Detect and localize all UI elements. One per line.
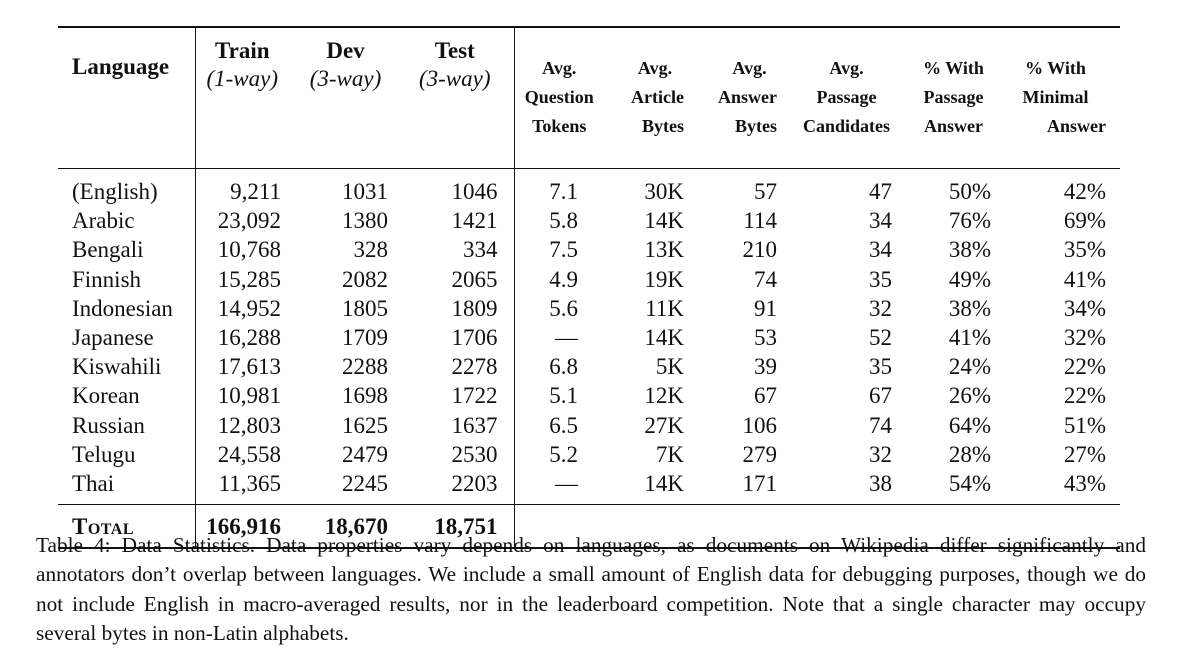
header-line: Minimal [1022, 87, 1089, 107]
cell-avg-article-bytes: 14K [644, 471, 684, 497]
cell-avg-answer-bytes: 67 [754, 383, 777, 409]
table-row [58, 235, 1120, 264]
cell-language: Indonesian [58, 294, 195, 323]
cell-train: 10,981 [217, 383, 281, 409]
cell-pct-passage-answer: 26% [948, 383, 991, 409]
cell-avg-answer-bytes: 74 [754, 266, 777, 292]
table-body [58, 169, 1120, 505]
cell-pct-minimal-answer: 42% [1063, 179, 1106, 204]
header-dev [295, 27, 402, 169]
header-line: Bytes [735, 116, 777, 136]
cell-dev: 1031 [342, 179, 388, 204]
cell-avg-question-tokens: 7.1 [549, 179, 578, 204]
cell-pct-passage-answer: 49% [948, 266, 991, 292]
cell-language: Arabic [58, 206, 195, 235]
header-line: Answer [1047, 116, 1106, 136]
cell-avg-article-bytes: 5K [655, 354, 684, 380]
header-line: Bytes [642, 116, 684, 136]
cell-avg-passage-candidates: 32 [869, 295, 892, 321]
header-train-label: Train [214, 38, 270, 63]
cell-avg-passage-candidates: 35 [869, 354, 892, 380]
cell-pct-passage-answer: 28% [948, 441, 991, 467]
cell-avg-answer-bytes: 106 [742, 412, 777, 438]
cell-language: Finnish [58, 265, 195, 294]
header-line: Answer [924, 116, 983, 136]
cell-pct-minimal-answer: 43% [1063, 471, 1106, 497]
cell-pct-minimal-answer: 22% [1063, 383, 1106, 409]
header-line: Avg. [732, 58, 767, 78]
cell-pct-minimal-answer: 35% [1063, 237, 1106, 263]
table-row [58, 265, 1120, 294]
cell-pct-minimal-answer: 69% [1063, 208, 1106, 234]
cell-avg-passage-candidates: 34 [869, 208, 892, 234]
cell-pct-passage-answer: 24% [948, 354, 991, 380]
cell-dev: 2288 [342, 354, 388, 380]
cell-avg-answer-bytes: 91 [754, 295, 777, 321]
header-test [402, 27, 514, 169]
cell-avg-article-bytes: 14K [644, 208, 684, 234]
table-row [58, 294, 1120, 323]
header-test-way: (3-way) [418, 66, 491, 91]
cell-pct-minimal-answer: 22% [1063, 354, 1106, 380]
cell-avg-passage-candidates: 52 [869, 325, 892, 351]
total-train: 166,916 [206, 513, 281, 539]
cell-test: 1722 [402, 381, 514, 410]
cell-avg-answer-bytes: 171 [742, 471, 777, 497]
cell-dev: 2479 [342, 441, 388, 467]
cell-dev: 1380 [342, 208, 388, 234]
table-row [58, 169, 1120, 207]
header-line: Tokens [532, 116, 587, 136]
cell-avg-passage-candidates: 32 [869, 441, 892, 467]
cell-avg-question-tokens: 5.2 [549, 441, 578, 467]
cell-language: Thai [58, 469, 195, 505]
cell-pct-minimal-answer: 27% [1063, 441, 1106, 467]
header-language: Language [58, 27, 195, 169]
cell-dev: 1709 [342, 325, 388, 351]
total-dev: 18,670 [324, 513, 388, 539]
cell-test: 2530 [402, 440, 514, 469]
table-caption: Table 4: Data Statistics. Data properties vary depends on languages, as documents on Wikipedia differ significantly and annotators don’t overlap between languages. We include a small amount of English data for debugging purposes, though we do not include English in macro-averaged results, nor in the leaderboard competition. Note that a single character may occupy several bytes in non-Latin alphabets. [36, 533, 1146, 646]
cell-language: Bengali [58, 235, 195, 264]
cell-language: Telugu [58, 440, 195, 469]
header-line: Avg. [829, 58, 864, 78]
header-line: Candidates [802, 116, 891, 136]
cell-avg-question-tokens: 6.8 [549, 354, 578, 380]
cell-avg-question-tokens: 5.1 [549, 383, 578, 409]
cell-pct-passage-answer: 50% [948, 179, 991, 204]
header-line: Answer [718, 87, 777, 107]
header-dev-way: (3-way) [309, 66, 382, 91]
cell-avg-question-tokens: 7.5 [549, 237, 578, 263]
cell-language: Kiswahili [58, 352, 195, 381]
cell-avg-passage-candidates: 67 [869, 383, 892, 409]
cell-language: Korean [58, 381, 195, 410]
cell-pct-minimal-answer: 41% [1063, 266, 1106, 292]
cell-avg-passage-candidates: 38 [869, 471, 892, 497]
header-line: Passage [816, 87, 877, 107]
cell-avg-passage-candidates: 35 [869, 266, 892, 292]
cell-avg-article-bytes: 27K [644, 412, 684, 438]
cell-test: 1706 [402, 323, 514, 352]
cell-pct-minimal-answer: 32% [1063, 325, 1106, 351]
cell-pct-passage-answer: 54% [948, 471, 991, 497]
header-line: % With [1025, 58, 1086, 78]
header-line: Article [631, 87, 684, 107]
header-line: Question [524, 87, 594, 107]
total-label: Total [58, 505, 195, 549]
cell-language: Russian [58, 411, 195, 440]
cell-test: 2065 [402, 265, 514, 294]
cell-pct-minimal-answer: 51% [1063, 412, 1106, 438]
header-avg-question-tokens [514, 27, 608, 169]
cell-avg-question-tokens: 5.8 [549, 208, 578, 234]
header-avg-passage-candidates [791, 27, 906, 169]
cell-avg-answer-bytes: 39 [754, 354, 777, 380]
cell-dev: 2245 [342, 471, 388, 497]
header-train [195, 27, 295, 169]
header-line: Avg. [542, 58, 577, 78]
header-avg-answer-bytes [698, 27, 791, 169]
cell-avg-answer-bytes: 114 [743, 208, 777, 234]
cell-avg-question-tokens: — [555, 325, 578, 351]
cell-pct-passage-answer: 38% [948, 295, 991, 321]
table-row [58, 323, 1120, 352]
header-line: Passage [923, 87, 984, 107]
table-row [58, 440, 1120, 469]
cell-train: 10,768 [217, 237, 281, 263]
cell-dev: 1698 [342, 383, 388, 409]
cell-pct-passage-answer: 41% [948, 325, 991, 351]
header-pct-passage-answer [906, 27, 1005, 169]
cell-avg-passage-candidates: 47 [869, 179, 892, 204]
cell-test: 2278 [402, 352, 514, 381]
cell-avg-question-tokens: 5.6 [549, 295, 578, 321]
cell-avg-answer-bytes: 279 [742, 441, 777, 467]
cell-avg-article-bytes: 7K [655, 441, 684, 467]
header-train-way: (1-way) [206, 66, 279, 91]
cell-avg-question-tokens: 4.9 [549, 266, 578, 292]
table-row [58, 206, 1120, 235]
cell-train: 12,803 [217, 412, 281, 438]
cell-avg-article-bytes: 11K [645, 295, 684, 321]
cell-dev: 328 [353, 237, 388, 263]
cell-train: 15,285 [217, 266, 281, 292]
cell-test: 1421 [402, 206, 514, 235]
cell-test: 1809 [402, 294, 514, 323]
header-pct-minimal-answer [1005, 27, 1120, 169]
cell-test: 1637 [402, 411, 514, 440]
header-avg-article-bytes [608, 27, 698, 169]
cell-dev: 1625 [342, 412, 388, 438]
cell-avg-article-bytes: 30K [644, 179, 684, 204]
data-statistics-table [58, 26, 1120, 549]
cell-pct-passage-answer: 76% [948, 208, 991, 234]
cell-avg-answer-bytes: 57 [754, 179, 777, 204]
table-row [58, 469, 1120, 505]
table-row [58, 352, 1120, 381]
header-line: % With [923, 58, 984, 78]
cell-test: 334 [402, 235, 514, 264]
cell-test: 2203 [402, 469, 514, 505]
cell-avg-passage-candidates: 34 [869, 237, 892, 263]
cell-avg-answer-bytes: 210 [742, 237, 777, 263]
header-dev-label: Dev [326, 38, 365, 63]
cell-dev: 1805 [342, 295, 388, 321]
cell-train: 23,092 [217, 208, 281, 234]
cell-train: 17,613 [217, 354, 281, 380]
cell-avg-answer-bytes: 53 [754, 325, 777, 351]
cell-train: 14,952 [217, 295, 281, 321]
total-test: 18,751 [402, 505, 514, 549]
cell-language: Japanese [58, 323, 195, 352]
cell-train: 11,365 [218, 471, 281, 497]
cell-dev: 2082 [342, 266, 388, 292]
cell-avg-article-bytes: 13K [644, 237, 684, 263]
table-row [58, 411, 1120, 440]
cell-train: 9,211 [230, 179, 281, 204]
cell-test: 1046 [402, 169, 514, 207]
header-test-label: Test [434, 38, 475, 63]
cell-pct-passage-answer: 64% [948, 412, 991, 438]
header-line: Avg. [637, 58, 673, 78]
cell-language: (English) [58, 169, 195, 207]
cell-avg-passage-candidates: 74 [869, 412, 892, 438]
cell-train: 24,558 [217, 441, 281, 467]
cell-avg-article-bytes: 14K [644, 325, 684, 351]
cell-pct-minimal-answer: 34% [1063, 295, 1106, 321]
cell-pct-passage-answer: 38% [948, 237, 991, 263]
cell-avg-article-bytes: 12K [644, 383, 684, 409]
table-header-row [58, 27, 1120, 169]
table-row [58, 381, 1120, 410]
cell-avg-article-bytes: 19K [644, 266, 684, 292]
cell-avg-question-tokens: — [555, 471, 578, 497]
cell-avg-question-tokens: 6.5 [549, 412, 578, 438]
cell-train: 16,288 [217, 325, 281, 351]
